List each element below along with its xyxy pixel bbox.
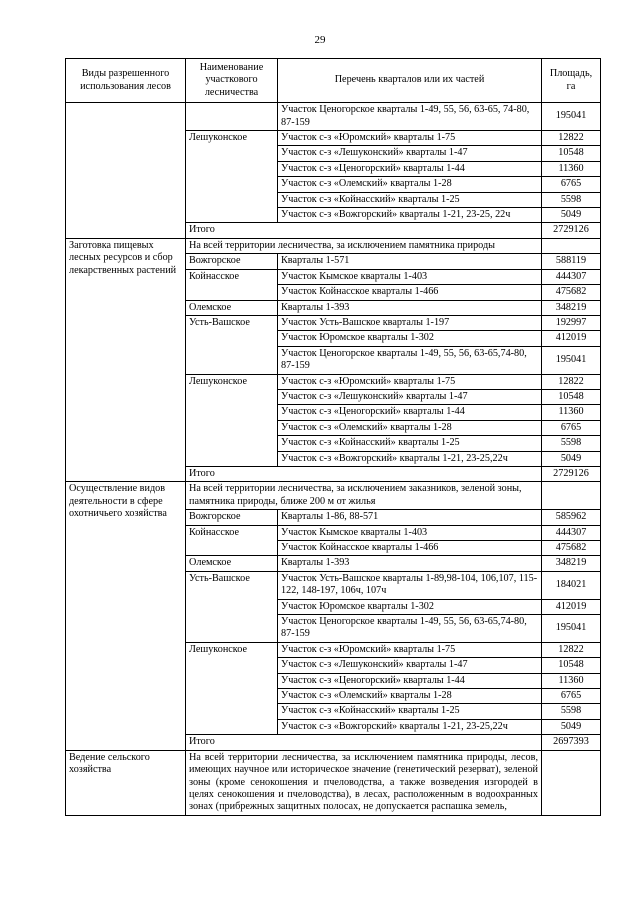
area-cell: 5049: [542, 208, 601, 223]
total-value: 2697393: [542, 735, 601, 750]
forestry-cell: Усть-Вашское: [186, 571, 278, 642]
header-forestry: Наименование участкового лесничества: [186, 59, 278, 103]
quarters-cell: Участок с-з «Лешуконский» кварталы 1-47: [278, 658, 542, 673]
area-cell: [542, 482, 601, 510]
forest-use-table: [65, 58, 601, 816]
quarters-cell: Участок с-з «Койнасский» кварталы 1-25: [278, 704, 542, 719]
forestry-cell: Олемское: [186, 556, 278, 571]
total-label: Итого: [186, 735, 542, 750]
quarters-cell: Кварталы 1-393: [278, 556, 542, 571]
area-cell: [542, 750, 601, 815]
quarters-cell: Кварталы 1-393: [278, 300, 542, 315]
scope-row: [66, 238, 601, 253]
total-value: 2729126: [542, 466, 601, 481]
table-row: [66, 103, 601, 131]
forestry-cell: Олемское: [186, 300, 278, 315]
quarters-cell: Участок Ценогорское кварталы 1-49, 55, 56, 63-65,74-80, 87-159: [278, 615, 542, 643]
area-cell: 412019: [542, 331, 601, 346]
area-cell: 10548: [542, 146, 601, 161]
header-quarters: Перечень кварталов или их частей: [278, 59, 542, 103]
quarters-cell: Участок Усть-Вашское кварталы 1-197: [278, 315, 542, 330]
forestry-cell: Лешуконское: [186, 374, 278, 466]
header-area: Площадь, га: [542, 59, 601, 103]
area-cell: 348219: [542, 556, 601, 571]
quarters-cell: Участок с-з «Койнасский» кварталы 1-25: [278, 436, 542, 451]
quarters-cell: Кварталы 1-86, 88-571: [278, 510, 542, 525]
area-cell: [542, 238, 601, 253]
quarters-cell: Участок с-з «Вожгорский» кварталы 1-21, 23-25,22ч: [278, 451, 542, 466]
scope-row: [66, 750, 601, 815]
page-number: 29: [314, 34, 326, 46]
total-label: Итого: [186, 466, 542, 481]
area-cell: 6765: [542, 689, 601, 704]
forestry-cell: Вожгорское: [186, 510, 278, 525]
area-cell: 5049: [542, 451, 601, 466]
area-cell: 6765: [542, 177, 601, 192]
quarters-cell: Участок с-з «Лешуконский» кварталы 1-47: [278, 146, 542, 161]
forestry-cell: Усть-Вашское: [186, 315, 278, 374]
area-cell: 12822: [542, 131, 601, 146]
area-cell: 348219: [542, 300, 601, 315]
area-cell: 12822: [542, 642, 601, 657]
area-cell: 195041: [542, 103, 601, 131]
scope-row: [66, 482, 601, 510]
total-value: 2729126: [542, 223, 601, 238]
quarters-cell: Участок Ценогорское кварталы 1-49, 55, 56, 63-65, 74-80, 87-159: [278, 103, 542, 131]
forestry-cell: Койнасское: [186, 269, 278, 300]
area-cell: 444307: [542, 525, 601, 540]
quarters-cell: Участок с-з «Юромский» кварталы 1-75: [278, 642, 542, 657]
use-type-cell: Заготовка пищевых лесных ресурсов и сбор лекарственных растений: [66, 238, 186, 482]
quarters-cell: Участок с-з «Вожгорский» кварталы 1-21, 23-25, 22ч: [278, 208, 542, 223]
area-cell: 11360: [542, 673, 601, 688]
quarters-cell: Участок с-з «Олемский» кварталы 1-28: [278, 420, 542, 435]
quarters-cell: Участок с-з «Вожгорский» кварталы 1-21, 23-25,22ч: [278, 719, 542, 734]
quarters-cell: Участок Кымское кварталы 1-403: [278, 269, 542, 284]
area-cell: 475682: [542, 285, 601, 300]
quarters-cell: Участок Койнасское кварталы 1-466: [278, 285, 542, 300]
quarters-cell: Участок Кымское кварталы 1-403: [278, 525, 542, 540]
quarters-cell: Участок Койнасское кварталы 1-466: [278, 541, 542, 556]
forestry-cell: Лешуконское: [186, 131, 278, 223]
use-type-cell: Ведение сельского хозяйства: [66, 750, 186, 815]
quarters-cell: Участок Ценогорское кварталы 1-49, 55, 56, 63-65,74-80, 87-159: [278, 346, 542, 374]
area-cell: 5598: [542, 704, 601, 719]
area-cell: 195041: [542, 615, 601, 643]
area-cell: 192997: [542, 315, 601, 330]
quarters-cell: Участок с-з «Ценогорский» кварталы 1-44: [278, 405, 542, 420]
area-cell: 5049: [542, 719, 601, 734]
area-cell: 195041: [542, 346, 601, 374]
area-cell: 12822: [542, 374, 601, 389]
header-use-type: Виды разрешенного использования лесов: [66, 59, 186, 103]
area-cell: 11360: [542, 161, 601, 176]
quarters-cell: Участок с-з «Юромский» кварталы 1-75: [278, 131, 542, 146]
quarters-cell: Участок с-з «Ценогорский» кварталы 1-44: [278, 161, 542, 176]
forestry-cell: [186, 103, 278, 131]
area-cell: 412019: [542, 599, 601, 614]
area-cell: 585962: [542, 510, 601, 525]
quarters-cell: Кварталы 1-571: [278, 254, 542, 269]
quarters-cell: Участок Юромское кварталы 1-302: [278, 599, 542, 614]
area-cell: 10548: [542, 658, 601, 673]
area-cell: 444307: [542, 269, 601, 284]
area-cell: 475682: [542, 541, 601, 556]
quarters-cell: Участок с-з «Ценогорский» кварталы 1-44: [278, 673, 542, 688]
use-type-cell: [66, 103, 186, 239]
area-cell: 11360: [542, 405, 601, 420]
area-cell: 10548: [542, 389, 601, 404]
area-cell: 6765: [542, 420, 601, 435]
area-cell: 184021: [542, 571, 601, 599]
quarters-cell: Участок с-з «Олемский» кварталы 1-28: [278, 689, 542, 704]
scope-cell: На всей территории лесничества, за исключением памятника природы, лесов, имеющих научное или историческое значение (генетический резерват), зеленой зоны (кроме сенокошения и пчеловодства, а также возведения изгородей в целях сенокошения и пчеловодства), в лесах, расположенным в водоохранных зонах (прибрежных защитных полосах, не допускается распашка земель,: [186, 750, 542, 815]
area-cell: 5598: [542, 192, 601, 207]
quarters-cell: Участок с-з «Койнасский» кварталы 1-25: [278, 192, 542, 207]
use-type-cell: Осуществление видов деятельности в сфере охотничьего хозяйства: [66, 482, 186, 750]
quarters-cell: Участок с-з «Лешуконский» кварталы 1-47: [278, 389, 542, 404]
quarters-cell: Участок Юромское кварталы 1-302: [278, 331, 542, 346]
total-label: Итого: [186, 223, 542, 238]
forestry-cell: Лешуконское: [186, 642, 278, 734]
forestry-cell: Койнасское: [186, 525, 278, 556]
scope-cell: На всей территории лесничества, за исключением памятника природы: [186, 238, 542, 253]
scope-cell: На всей территории лесничества, за исключением заказников, зеленой зоны, памятника природы, ближе 200 м от жилья: [186, 482, 542, 510]
area-cell: 5598: [542, 436, 601, 451]
quarters-cell: Участок Усть-Вашское кварталы 1-89,98-104, 106,107, 115- 122, 148-197, 106ч, 107ч: [278, 571, 542, 599]
area-cell: 588119: [542, 254, 601, 269]
quarters-cell: Участок с-з «Олемский» кварталы 1-28: [278, 177, 542, 192]
forestry-cell: Вожгорское: [186, 254, 278, 269]
quarters-cell: Участок с-з «Юромский» кварталы 1-75: [278, 374, 542, 389]
table-header-row: [66, 59, 601, 103]
